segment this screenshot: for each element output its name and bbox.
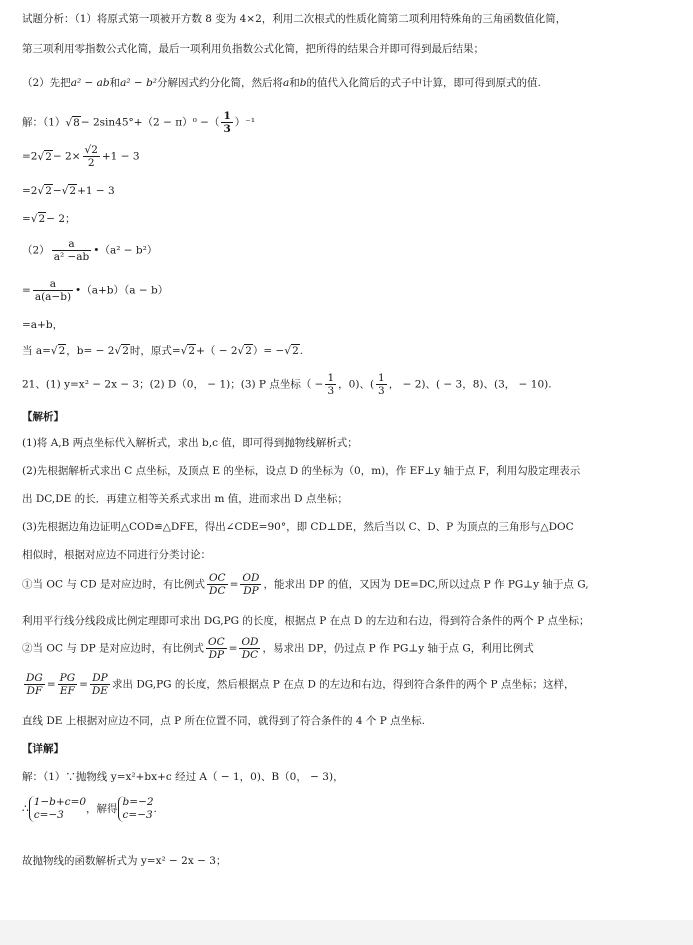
case-2-cont: $\frac{DG}{DF}$ = $\frac{PG}{EF}$ = $\frac{DP}{DE}$ 求出 DG,PG 的长度，然后根据点 P 在点 D 的左边和右边，得到符合条件的两个 P 点坐标；这样， bbox=[26, 672, 575, 698]
detail-heading: 【详解】 bbox=[22, 743, 64, 755]
analysis-step-3: (3)先根据边角边证明△COD≌△DFE，得出∠CDE=90°，即 CD⊥DE，然后当以 C、D、P 为顶点的三角形与△DOC bbox=[22, 521, 574, 533]
case-2-line: ②当 OC 与 DP 是对应边时，有比例式 $\frac{OC}{DP}$ = $\frac{OD}{DC}$ ，易求出 DP，仍过点 P 作 PG⊥y 轴于点 G，利用比例式 bbox=[22, 636, 534, 662]
detail-conclusion: 故抛物线的函数解析式为 y=x² − 2x − 3； bbox=[22, 855, 227, 867]
analysis-line-2: 第三项利用零指数公式化简，最后一项利用负指数公式化简，把所得的结果合并即可得到最后结果； bbox=[22, 43, 484, 55]
case-1-cont: 利用平行线分线段成比例定理即可求出 DG,PG 的长度，根据点 P 在点 D 的左边和右边，得到符合条件的两个 P 点坐标； bbox=[22, 615, 590, 627]
analysis-line-3: （2）先把a² − ab和a² − b²分解因式约分化简，然后将a和b的值代入化简后的式子中计算，即可得到原式的值. bbox=[22, 77, 541, 89]
analysis-step-1: (1)将 A,B 两点坐标代入解析式，求出 b,c 值，即可得到抛物线解析式； bbox=[22, 437, 358, 449]
solution-line-7: =a+b， bbox=[22, 319, 64, 331]
solution-line-4: =√2− 2； bbox=[22, 213, 76, 225]
solution-line-1: 解：（1）√8− 2sin45°+（2 − π）⁰ −（ $\frac{1}{3}$ ）⁻¹ bbox=[22, 110, 256, 136]
solution-line-2: =2√2− 2× $\frac{√2}{2}$ +1 − 3 bbox=[22, 144, 140, 170]
case-1-line: ①当 OC 与 CD 是对应边时，有比例式 $\frac{OC}{DC}$ = $\frac{OD}{DP}$ ，能求出 DP 的值，又因为 DE=DC,所以过点 P 作 PG⊥y 轴于点 G, bbox=[22, 572, 589, 598]
analysis-step-2-cont: 出 DC,DE 的长．再建立相等关系式求出 m 值，进而求出 D 点坐标； bbox=[22, 493, 348, 505]
answer-21-line: 21、(1) y=x² − 2x − 3；(2) D（0， − 1)；(3) P 点坐标（ − $\frac{1}{3}$ ，0)、( $\frac{1}{3}$ ， − 2)、( − 3，8)、(3， − 10). bbox=[22, 372, 552, 398]
solution-line-5: （2） $\frac{a}{\text{a² −ab}}$ •（a² − b²） bbox=[22, 238, 158, 264]
detail-line-1: 解：（1）∵抛物线 y=x²+bx+c 经过 A（ − 1，0)、B（0， − 3)， bbox=[22, 771, 344, 783]
analysis-line-1: 试题分析：（1）将原式第一项被开方数 8 变为 4×2，利用二次根式的性质化简第二项利用特殊角的三角函数值化简， bbox=[22, 13, 567, 25]
page-bottom-margin bbox=[0, 920, 693, 945]
detail-system-line: ∴ 1−b+c=0 c=−3 ，解得 b=−2 c=−3 . bbox=[22, 796, 157, 822]
solution-line-6: = $\frac{a}{a(a-b)}$ •（a+b）（a − b） bbox=[22, 278, 169, 304]
analysis-step-2: (2)先根据解析式求出 C 点坐标，及顶点 E 的坐标，设点 D 的坐标为（0，m)，作 EF⊥y 轴于点 F，利用勾股定理表示 bbox=[22, 465, 581, 477]
equation-system-given: 1−b+c=0 c=−3 bbox=[29, 796, 86, 822]
analysis-heading: 【解析】 bbox=[22, 411, 64, 423]
equation-system-solution: b=−2 c=−3 bbox=[118, 796, 154, 822]
analysis-step-3-cont: 相似时，根据对应边不同进行分类讨论： bbox=[22, 549, 211, 561]
solution-line-3: =2√2−√2+1 − 3 bbox=[22, 185, 115, 197]
case-2-conclusion: 直线 DE 上根据对应边不同，点 P 所在位置不同，就得到了符合条件的 4 个 P 点坐标. bbox=[22, 715, 425, 727]
solution-line-8: 当 a=√2，b= − 2√2时，原式=√2+（ − 2√2）= −√2. bbox=[22, 345, 304, 357]
